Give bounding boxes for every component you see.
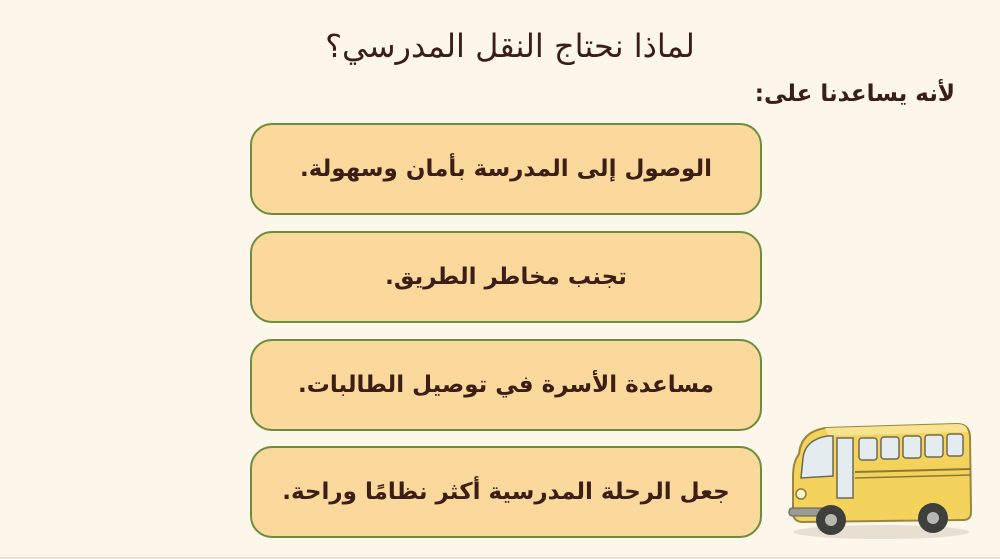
bus-hubcap: [825, 514, 837, 526]
reason-box-4: [250, 446, 762, 538]
bus-window: [947, 434, 963, 456]
reason-text-2: تجنب مخاطر الطريق.: [385, 264, 627, 290]
reason-box-2: [250, 231, 762, 323]
bus-hubcap: [927, 512, 939, 524]
bus-window: [859, 438, 877, 460]
bus-window: [903, 436, 921, 458]
bus-door: [837, 438, 853, 498]
slide-subtitle: لأنه يساعدنا على:: [754, 81, 955, 107]
reason-box-3: [250, 339, 762, 431]
bus-headlight: [796, 489, 806, 499]
reason-text-4: جعل الرحلة المدرسية أكثر نظامًا وراحة.: [282, 479, 730, 505]
reason-text-1: الوصول إلى المدرسة بأمان وسهولة.: [299, 156, 712, 182]
slide-title: لماذا نحتاج النقل المدرسي؟: [325, 27, 695, 65]
bus-window: [881, 437, 899, 459]
reason-text-3: مساعدة الأسرة في توصيل الطالبات.: [298, 372, 714, 398]
bus-window: [925, 435, 943, 457]
school-bus-icon: [785, 414, 977, 544]
reason-box-1: [250, 123, 762, 215]
